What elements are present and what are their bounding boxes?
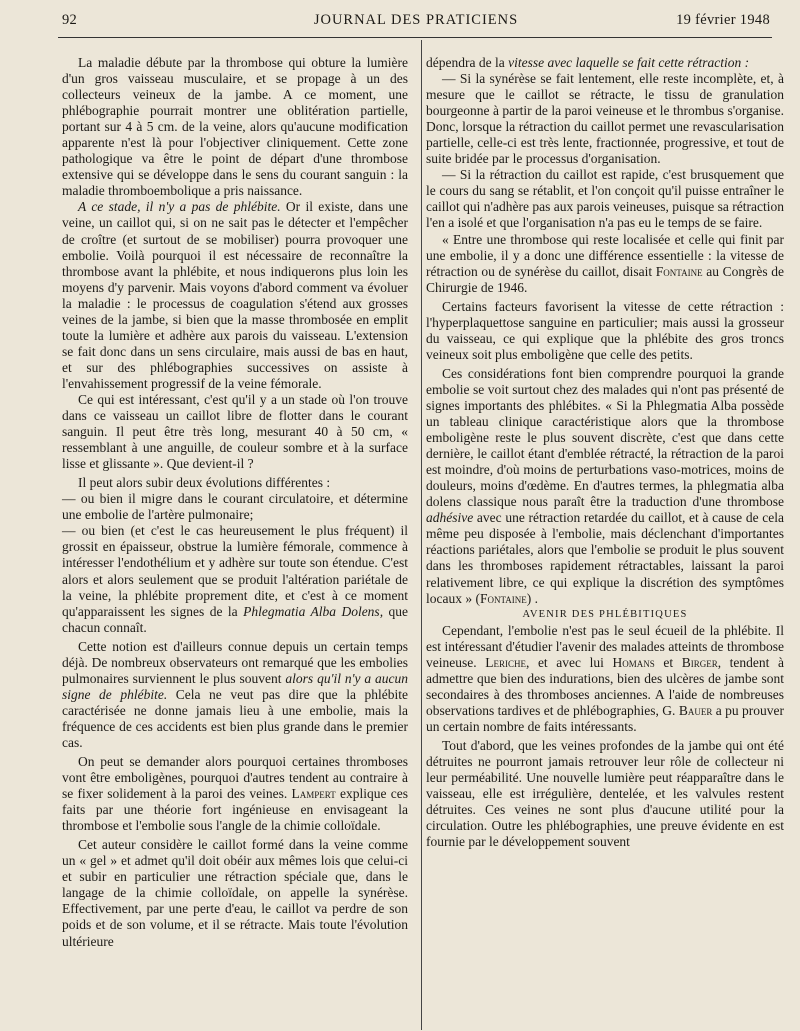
left-column <box>62 55 408 950</box>
paragraph: La maladie débute par la thrombose qui obture la lumière d'un gros vaisseau musculaire, et se propage à un des collecteurs veineux de la jambe. A ce moment, une phlébographie pourrait montrer une oblitération partielle, portant sur 4 à 5 cm. de la veine, alors qu'aucune modification apparente n'est là pour l'objectiver cliniquement. Cette zone pathologique va être le point de départ d'une thrombose extensive qui se développe dans le sens du courant sanguin : la maladie thromboembolique a pris naissance. <box>62 55 408 199</box>
header-rule <box>58 37 772 38</box>
paragraph: Ce qui est intéressant, c'est qu'il y a un stade où l'on trouve dans ce vaisseau un caillot libre de flotter dans le courant sanguin. Il peut être très long, mesurant 40 à 50 cm, « ressemblant à une anguille, de couleur sombre et à la surface lisse et glissante ». Que devient-il ? <box>62 391 408 472</box>
paragraph: — ou bien (et c'est le cas heureusement le plus fréquent) il grossit en épaisseur, obstrue la lumière fémorale, commence à intéresser l'endothélium et y adhère sur toute son étendue. C'est alors et alors seulement que se produit l'altération pariétale de la veine, la phlébite proprement dite, et c'est à ce moment qu'apparaissent les signes de la Phlegmatia Alba Dolens, que chacun connaît. <box>62 523 409 635</box>
paragraph: A ce stade, il n'y a pas de phlébite. Or il existe, dans une veine, un caillot qui, si on ne sait pas le détecter et l'empêcher de croître (et surtout de se mobiliser) pourra provoquer une embolie. Voilà pourquoi il est nécessaire de reconnaître la thrombose avant la phlébite, et nous indiquerons plus loin les moyens d'y parvenir. Mais voyons d'abord comment va évoluer la maladie : le processus de coagulation s'étend aux grosses veines de la jambe, si bien que la masse thrombosée en emplit toute la lumière et adhère aux parois du vaisseau. L'extension se fait donc dans un sens circulaire, mais aussi de bas en haut, et sur des phlébographies successives on assiste à l'envahissement progressif de la veine fémorale. <box>62 199 408 391</box>
section-heading: AVENIR DES PHLÉBITIQUES <box>522 608 688 620</box>
paragraph: — ou bien il migre dans le courant circulatoire, et détermine une embolie de l'artère pulmonaire; <box>62 491 408 523</box>
page-header <box>62 12 770 34</box>
paragraph: dépendra de la vitesse avec laquelle se fait cette rétraction : <box>426 55 750 70</box>
issue-date: 19 février 1948 <box>676 12 770 28</box>
paragraph: Cette notion est d'ailleurs connue depuis un certain temps déjà. De nombreux observateurs ont remarqué que les embolies pulmonaires surviennent le plus souvent alors qu'il n'y a aucun signe de phlébite. Cela ne veut pas dire que la phlébite caractérisée ne donne jamais lieu à une embolie, mais la fréquence de ces accidents est bien plus grande dans le premier cas. <box>62 638 408 750</box>
paragraph: Tout d'abord, que les veines profondes de la jambe qui ont été détruites ne pourront jamais retrouver leur rôle de collecteur ni leur perméabilité. Une nouvelle lumière peut réapparaître dans le vaisseau, elle est irrégulière, dentelée, et les valvules restent détruites. Ces veines ne sont plus d'aucune utilité pour la circulation. Outre les phlébographies, une preuve évidente en est fournie par le développement souvent <box>426 737 784 850</box>
journal-title: JOURNAL DES PRATICIENS <box>313 12 519 28</box>
paragraph: On peut se demander alors pourquoi certaines thromboses vont être emboligènes, pourquoi d'autres tendent au contraire à se fixer solidement à la paroi des veines. Lampert explique ces faits par une théorie fort ingénieuse en envisageant la thrombose et l'embolie sous l'angle de la chimie colloïdale. <box>62 754 408 834</box>
paragraph: — Si la synérèse se fait lentement, elle reste incomplète, et, à mesure que le caillot se rétracte, le tissu de granulation bourgeonne à partir de la paroi veineuse et le thrombus s'organise. Donc, lorsque la rétraction du caillot permet une revascularisation partielle, celle-ci est très lente, fractionnée, progressive, et tout de suite bridée par le processus d'organisation. <box>426 71 784 167</box>
paragraph: Ces considérations font bien comprendre pourquoi la grande embolie se voit surtout chez des malades qui n'ont pas présenté de signes importants des phlébites. « Si la Phlegmatia Alba possède un tableau clinique caractéristique alors que la thrombose emboligène reste le plus souvent discrète, c'est que dans cette dernière, le caillot étant d'emblée rétracté, la rétraction de la paroi est moindre, d'où moins de perturbations vaso-motrices, moins de douleurs, moins d'œdème. En d'autres termes, la phlegmatia alba dolens classique nous paraît être la traduction d'une thrombose adhésive avec une rétraction retardée du caillot, et à cause de cela même peu disposée à l'embolie, mais déclenchant d'importantes réactions pariétales, alors que l'embolie se produit le plus souvent dans les thromboses rapidement rétractables, laissant la paroi relativement libre, ce qui explique la discrétion des symptômes locaux » (Fontaine) . <box>426 365 784 606</box>
paragraph: Cet auteur considère le caillot formé dans la veine comme un « gel » et admet qu'il doit obéir aux mêmes lois que celui-ci et subir en particulier une rétraction spéciale que, dans le langage de la chimie colloïdale, on appelle la synérèse. Effectivement, par une perte d'eau, le caillot va perdre de son poids et de son volume, et il se rétracte. Mais toute l'évolution ultérieure <box>62 837 408 949</box>
paragraph: Il peut alors subir deux évolutions différentes : <box>78 475 331 491</box>
column-divider <box>421 40 422 1030</box>
page-number: 92 <box>62 12 78 28</box>
paragraph: « Entre une thrombose qui reste localisée et celle qui finit par une embolie, il y a donc une différence essentielle : la vitesse de rétraction ou de synérèse du caillot, disait Fontaine au Congrès de Chirurgie de 1946. <box>426 231 784 295</box>
paragraph: Cependant, l'embolie n'est pas le seul écueil de la phlébite. Il est intéressant d'étudier l'avenir des malades atteints de thrombose veineuse. Leriche, et avec lui Homans et Birger, tendent à admettre que bien des indurations, bien des ulcères de jambe sont secondaires à des thromboses anciennes. A l'aide de nombreuses observations tardives et de phlébographies, G. Bauer a pu prouver un certain nombre de faits intéressants. <box>426 622 785 734</box>
paragraph: Certains facteurs favorisent la vitesse de cette rétraction : l'hyperplaquettose sanguine en particulier; mais aussi la grosseur du vaisseau, ce qui explique que la phlébite des gros troncs veineux soit plus emboligène que celle des petits. <box>426 298 784 362</box>
right-column <box>426 55 784 850</box>
paragraph: — Si la rétraction du caillot est rapide, c'est brusquement que le cours du sang se rétablit, et l'on conçoit qu'il puisse entraîner le caillot qui n'adhère pas aux parois veineuses, puisque sa rétraction l'en a isolé et que l'organisation n'a pas eu le temps de se faire. <box>426 167 784 231</box>
